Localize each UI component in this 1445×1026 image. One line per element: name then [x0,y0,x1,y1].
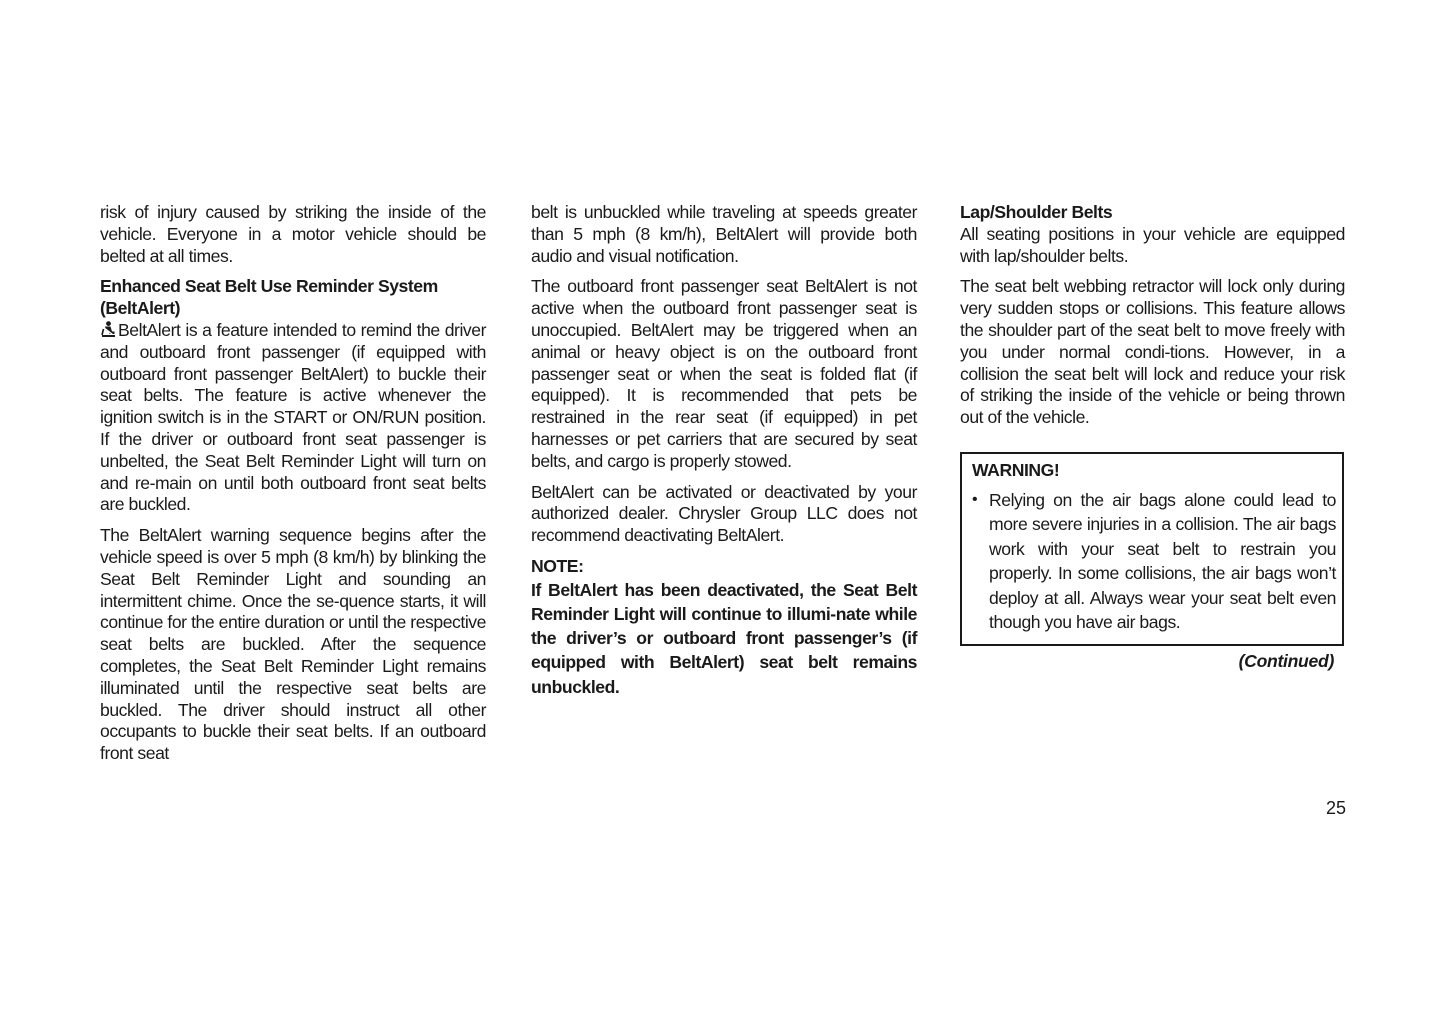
warning-box [960,452,1344,646]
column-right [960,202,1345,438]
column-left [100,202,486,765]
continued-label: (Continued) [1238,651,1334,671]
paragraph-text: BeltAlert is a feature intended to remind the driver and outboard front passenger (if equipped with outboard front passenger BeltAlert) to buckle their seat belts. The feature is active whenever the ignition switch is in the START or ON/RUN position. If the driver or outboard front seat passenger is unbelted, the Seat Belt Reminder Light will turn on and re-main on until both outboard front seat belts are buckled. [100,319,486,515]
warning-list-item [972,488,1336,634]
column-middle [531,202,917,699]
note-text: If BeltAlert has been deactivated, the Seat Belt Reminder Light will continue to illumi-nate while the driver’s or outboard front passenger’s (if equipped with BeltAlert) seat belt remains unbuckled. [531,579,917,697]
section-heading-lap-shoulder: Lap/Shoulder Belts [960,202,1113,222]
paragraph: The seat belt webbing retractor will lock only during very sudden stops or collisions. This feature allows the shoulder part of the seat belt to move freely with you under normal condi-tions. However, in a collision the seat belt will lock and reduce your risk of striking the inside of the vehicle or being thrown out of the vehicle. [960,276,1345,428]
paragraph: The outboard front passenger seat BeltAlert is not active when the outboard front passenger seat is unoccupied. BeltAlert may be triggered when an animal or heavy object is on the outboard front passenger seat or when the seat is folded flat (if equipped). It is recommended that pets be restrained in the rear seat (if equipped) in pet harnesses or pet carriers that are secured by seat belts, and cargo is properly stowed. [531,276,917,471]
bullet-icon: • [972,491,978,508]
warning-text: Relying on the air bags alone could lead to more severe injuries in a collision. The air bags work with your seat belt to restrain you properly. In some collisions, the air bags won’t deploy at all. Always wear your seat belt even though you have air bags. [989,490,1336,633]
page-number: 25 [1325,798,1346,818]
paragraph: belt is unbuckled while traveling at speeds greater than 5 mph (8 km/h), BeltAlert will provide both audio and visual notification. [531,202,917,266]
note-label: NOTE: [531,555,584,576]
paragraph: risk of injury caused by striking the inside of the vehicle. Everyone in a motor vehicle should be belted at all times. [100,202,486,266]
paragraph [100,320,486,516]
paragraph: BeltAlert can be activated or deactivated by your authorized dealer. Chrysler Group LLC does not recommend deactivating BeltAlert. [531,481,917,546]
warning-title: WARNING! [972,460,1060,480]
section-heading-beltalert: Enhanced Seat Belt Use Reminder System (BeltAlert) [100,276,438,319]
paragraph: The BeltAlert warning sequence begins after the vehicle speed is over 5 mph (8 km/h) by blinking the Seat Belt Reminder Light and sounding an intermittent chime. Once the se-quence starts, it will continue for the entire duration or until the respective seat belts are buckled. After the sequence completes, the Seat Belt Reminder Light remains illuminated until the respective seat belts are buckled. The driver should instruct all other occupants to buckle their seat belts. If an outboard front seat [100,525,486,764]
seat-belt-reminder-icon [100,321,116,338]
paragraph: All seating positions in your vehicle are equipped with lap/shoulder belts. [960,223,1345,266]
